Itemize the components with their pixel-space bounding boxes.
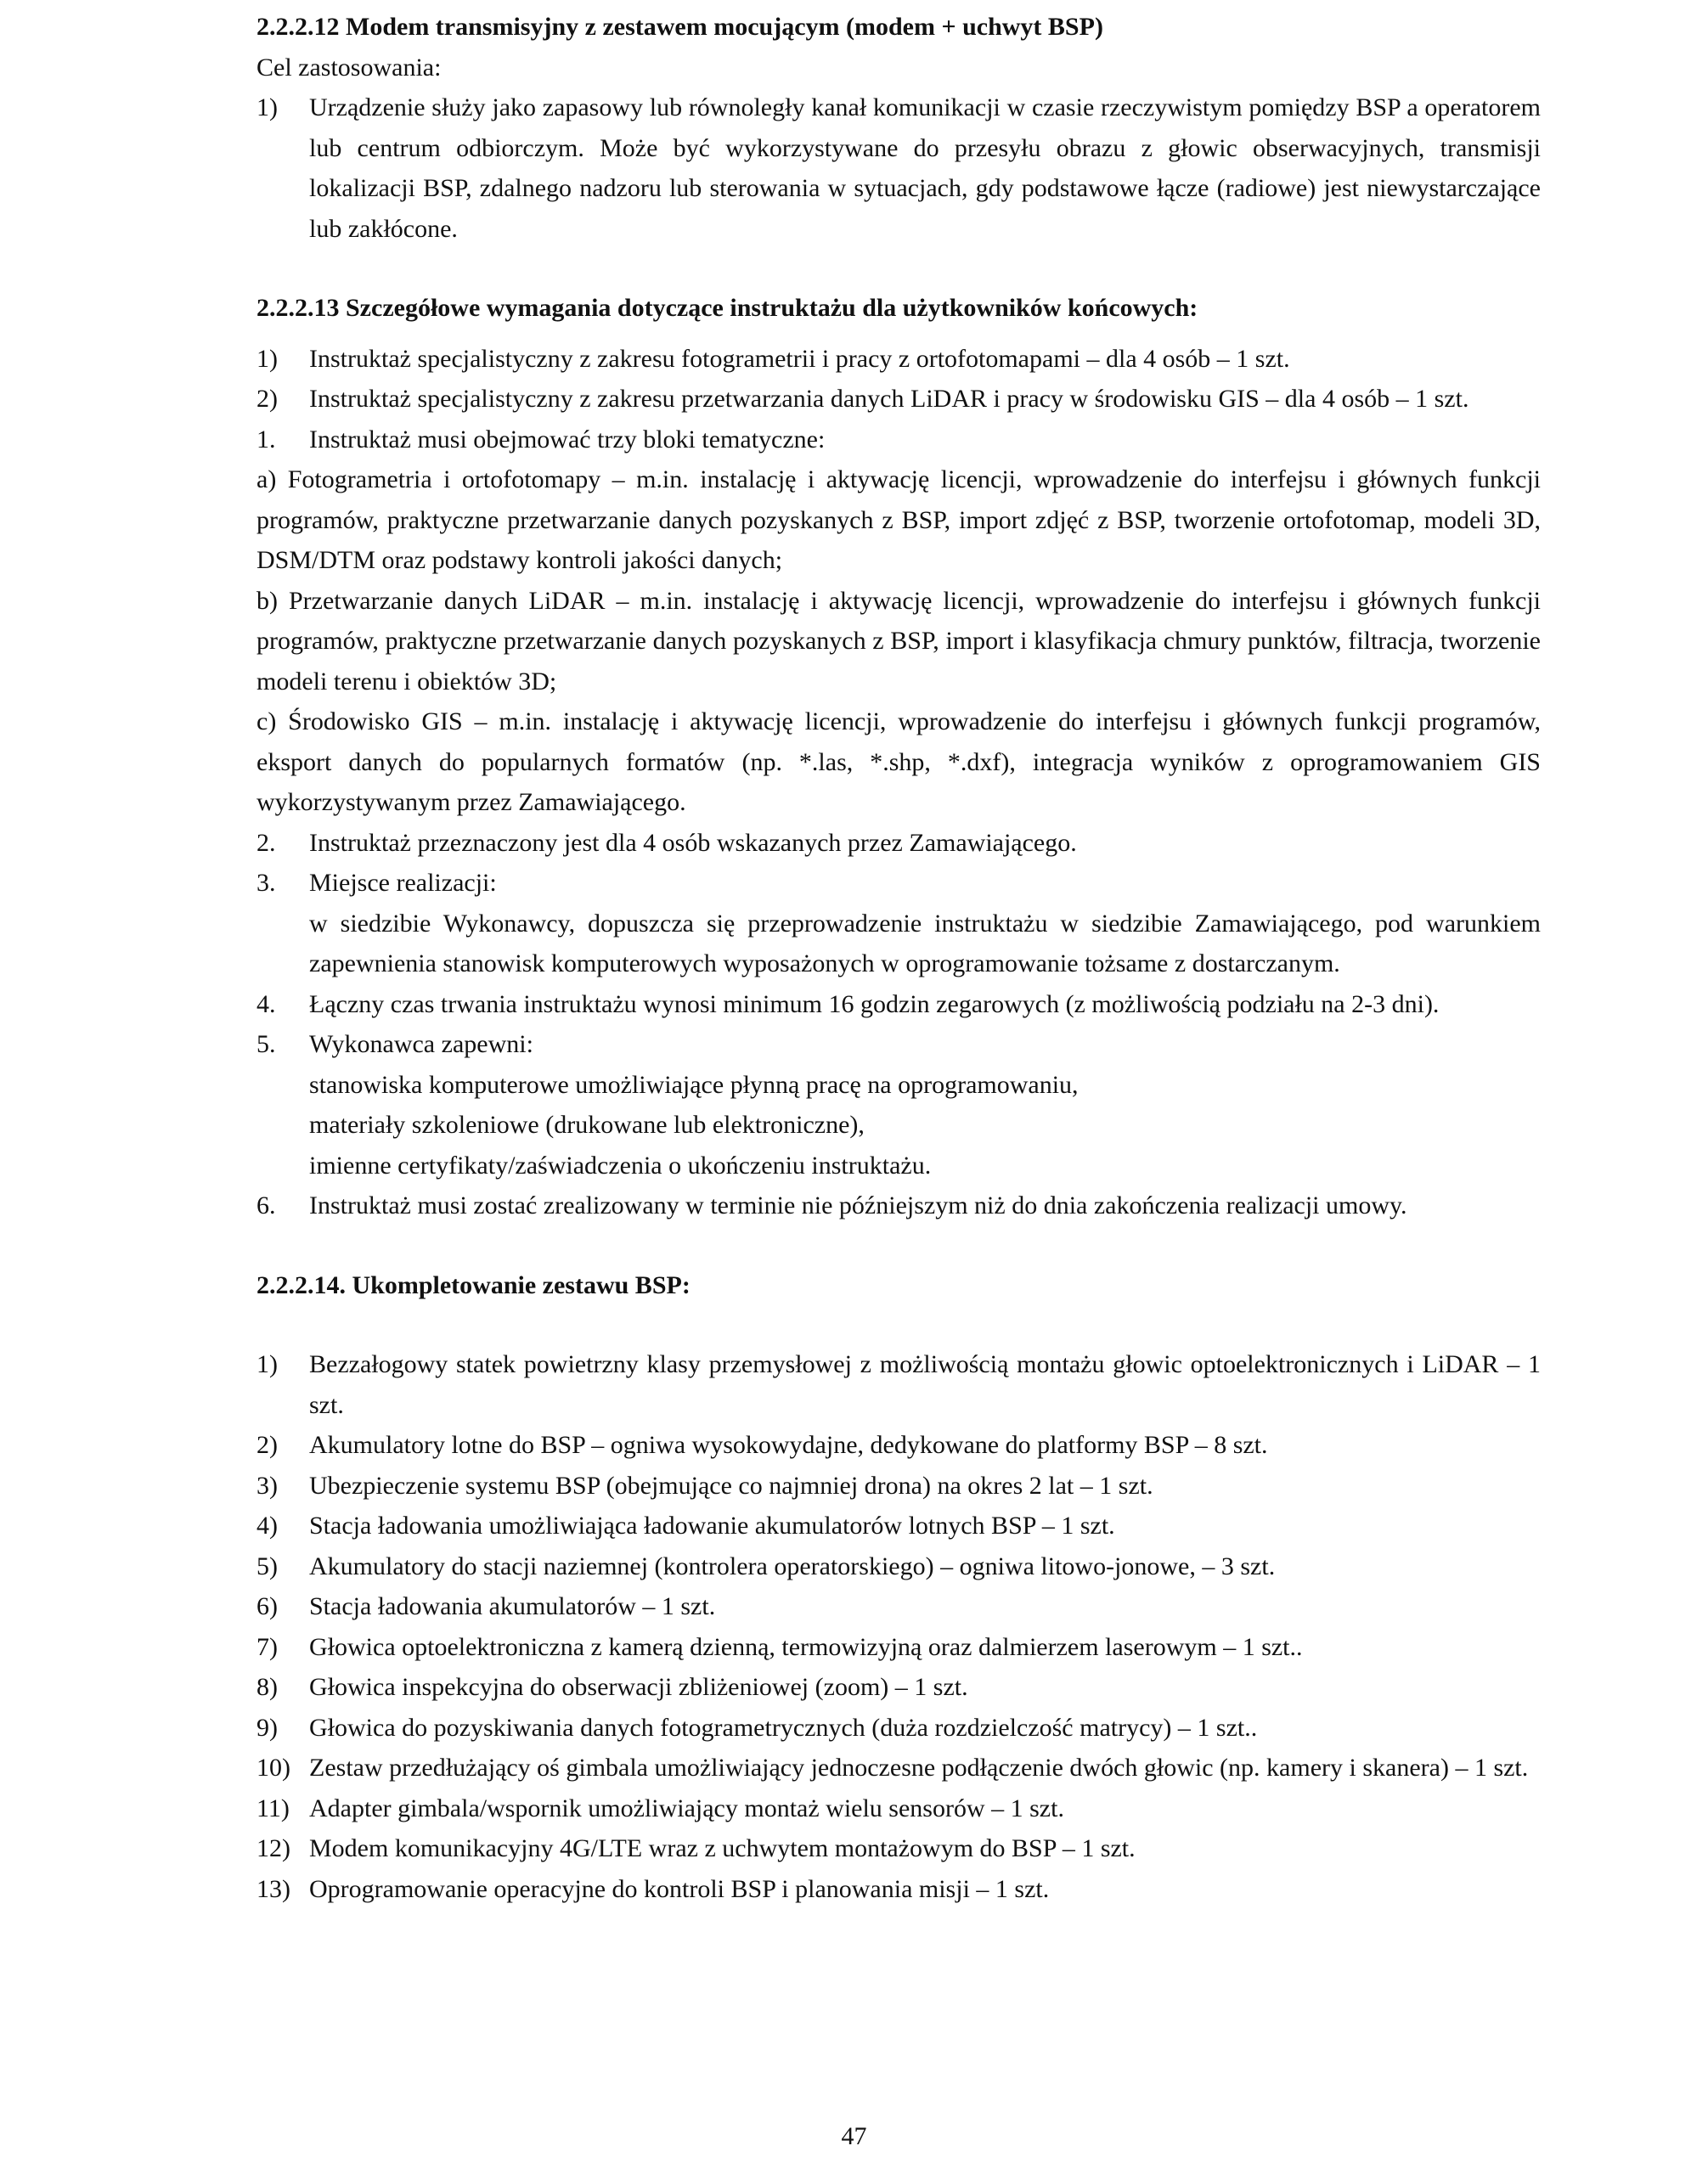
list-item xyxy=(256,823,1541,864)
item-number: 5) xyxy=(256,1552,278,1580)
list-item xyxy=(256,1828,1541,1869)
list-item xyxy=(256,984,1541,1025)
item-text: Głowica inspekcyjna do obserwacji zbliżeniowej (zoom) – 1 szt. xyxy=(309,1673,968,1701)
item-text: Akumulatory lotne do BSP – ogniwa wysokowydajne, dedykowane do platformy BSP – 8 szt. xyxy=(309,1431,1268,1459)
item-text: Urządzenie służy jako zapasowy lub równoległy kanał komunikacji w czasie rzeczywistym pomiędzy BSP a operatorem lub centrum odbiorczym. Może być wykorzystywane do przesyłu obrazu z głowic obserwacyjnych, transmisji lokalizacji BSP, zdalnego nadzoru lub sterowania w sytuacjach, gdy podstawowe łącze (radiowe) jest niewystarczające lub zakłócone. xyxy=(309,93,1541,243)
document-page xyxy=(256,7,1541,1909)
item-number: 3. xyxy=(256,869,276,897)
item-text: Wykonawca zapewni: xyxy=(309,1030,533,1058)
item-text: Akumulatory do stacji naziemnej (kontrolera operatorskiego) – ogniwa litowo-jonowe, – 3 szt. xyxy=(309,1552,1276,1580)
item-number: 1) xyxy=(256,93,278,121)
list-item xyxy=(256,1708,1541,1749)
list-item xyxy=(256,1466,1541,1507)
list-item xyxy=(256,1425,1541,1466)
item-text: Ubezpieczenie systemu BSP (obejmujące co najmniej drona) na okres 2 lat – 1 szt. xyxy=(309,1471,1153,1500)
item-text: Głowica optoelektroniczna z kamerą dzienną, termowizyjną oraz dalmierzem laserowym – 1 szt.. xyxy=(309,1632,1303,1661)
item-text: Oprogramowanie operacyjne do kontroli BSP i planowania misji – 1 szt. xyxy=(309,1874,1050,1903)
section-heading-13: 2.2.2.13 Szczegółowe wymagania dotyczące instruktażu dla użytkowników końcowych: xyxy=(256,294,1198,322)
list-item xyxy=(256,1186,1541,1226)
item-text: Miejsce realizacji: xyxy=(309,869,497,897)
block-a: a) Fotogrametria i ortofotomapy – m.in. instalację i aktywację licencji, wprowadzenie do interfejsu i głównych funkcji programów, praktyczne przetwarzanie danych pozyskanych z BSP, import zdjęć z BSP, tworzenie ortofotomap, modeli 3D, DSM/DTM oraz podstawy kontroli jakości danych; xyxy=(256,465,1541,574)
section-heading-14: 2.2.2.14. Ukompletowanie zestawu BSP: xyxy=(256,1270,691,1299)
provision-line: stanowiska komputerowe umożliwiające płynną pracę na oprogramowaniu, xyxy=(309,1070,1079,1099)
item-number: 4. xyxy=(256,989,276,1018)
item-number: 1) xyxy=(256,344,278,373)
item-text: Instruktaż musi obejmować trzy bloki tematyczne: xyxy=(309,425,826,453)
item-text: Stacja ładowania akumulatorów – 1 szt. xyxy=(309,1592,716,1620)
item-number: 3) xyxy=(256,1471,278,1500)
list-item xyxy=(256,1667,1541,1708)
item-number: 1) xyxy=(256,1350,278,1378)
block-c: c) Środowisko GIS – m.in. instalację i aktywację licencji, wprowadzenie do interfejsu i głównych funkcji programów, eksport danych do popularnych formatów (np. *.las, *.shp, *.dxf), integracja wyników z oprogramowaniem GIS wykorzystywanym przez Zamawiającego. xyxy=(256,707,1541,816)
item-number: 9) xyxy=(256,1713,278,1742)
item-number: 4) xyxy=(256,1512,278,1540)
list-item xyxy=(256,1024,1541,1065)
provision-line: imienne certyfikaty/zaświadczenia o ukończeniu instruktażu. xyxy=(309,1151,932,1180)
list-item xyxy=(256,1344,1541,1425)
item-text: Instruktaż musi zostać zrealizowany w terminie nie późniejszym niż do dnia zakończenia realizacji umowy. xyxy=(309,1191,1407,1219)
list-item xyxy=(256,420,1541,460)
equipment-list xyxy=(256,1344,1541,1909)
provision-line: materiały szkoleniowe (drukowane lub elektroniczne), xyxy=(309,1111,865,1139)
list-item xyxy=(256,1748,1541,1788)
location-detail: w siedzibie Wykonawcy, dopuszcza się przeprowadzenie instruktażu w siedzibie Zamawiającego, pod warunkiem zapewnienia stanowisk komputerowych wyposażonych w oprogramowanie tożsame z dostarczanym. xyxy=(309,909,1541,977)
item-number: 13) xyxy=(256,1874,290,1903)
item-number: 1. xyxy=(256,425,276,453)
item-text: Instruktaż specjalistyczny z zakresu fotogrametrii i pracy z ortofotomapami – dla 4 osób – 1 szt. xyxy=(309,344,1290,373)
item-number: 12) xyxy=(256,1834,290,1862)
list-item xyxy=(256,1869,1541,1910)
section-heading-12: 2.2.2.12 Modem transmisyjny z zestawem mocującym (modem + uchwyt BSP) xyxy=(256,13,1103,41)
item-text: Głowica do pozyskiwania danych fotogrametrycznych (duża rozdzielczość matrycy) – 1 szt.. xyxy=(309,1713,1258,1742)
page-number: 47 xyxy=(841,2122,867,2150)
item-text: Adapter gimbala/wspornik umożliwiający montaż wielu sensorów – 1 szt. xyxy=(309,1794,1064,1822)
list-item xyxy=(256,863,1541,904)
item-number: 2) xyxy=(256,1431,278,1459)
item-text: Stacja ładowania umożliwiająca ładowanie akumulatorów lotnych BSP – 1 szt. xyxy=(309,1512,1115,1540)
list-item xyxy=(256,1506,1541,1546)
block-b: b) Przetwarzanie danych LiDAR – m.in. instalację i aktywację licencji, wprowadzenie do interfejsu i głównych funkcji programów, praktyczne przetwarzanie danych pozyskanych z BSP, import i klasyfikacja chmury punktów, filtracja, tworzenie modeli terenu i obiektów 3D; xyxy=(256,586,1541,696)
item-text: Łączny czas trwania instruktażu wynosi minimum 16 godzin zegarowych (z możliwością podziału na 2-3 dni). xyxy=(309,989,1440,1018)
list-item xyxy=(256,1627,1541,1668)
purpose-label: Cel zastosowania: xyxy=(256,53,442,82)
item-number: 10) xyxy=(256,1754,290,1782)
item-number: 6) xyxy=(256,1592,278,1620)
item-text: Instruktaż przeznaczony jest dla 4 osób wskazanych przez Zamawiającego. xyxy=(309,828,1077,857)
item-text: Modem komunikacyjny 4G/LTE wraz z uchwytem montażowym do BSP – 1 szt. xyxy=(309,1834,1136,1862)
list-item xyxy=(256,87,1541,249)
item-number: 7) xyxy=(256,1632,278,1661)
item-text: Zestaw przedłużający oś gimbala umożliwiający jednoczesne podłączenie dwóch głowic (np. kamery i skanera) – 1 szt. xyxy=(309,1754,1529,1782)
list-item xyxy=(256,1586,1541,1627)
list-item xyxy=(256,379,1541,420)
item-text: Bezzałogowy statek powietrzny klasy przemysłowej z możliwością montażu głowic optoelektronicznych i LiDAR – 1 szt. xyxy=(309,1350,1541,1419)
item-number: 5. xyxy=(256,1030,276,1058)
list-item xyxy=(256,1546,1541,1587)
item-number: 11) xyxy=(256,1794,290,1822)
item-number: 2) xyxy=(256,385,278,413)
item-number: 8) xyxy=(256,1673,278,1701)
item-text: Instruktaż specjalistyczny z zakresu przetwarzania danych LiDAR i pracy w środowisku GIS – dla 4 osób – 1 szt. xyxy=(309,385,1469,413)
item-number: 2. xyxy=(256,828,276,857)
list-item xyxy=(256,339,1541,380)
item-number: 6. xyxy=(256,1191,276,1219)
list-item xyxy=(256,1788,1541,1829)
